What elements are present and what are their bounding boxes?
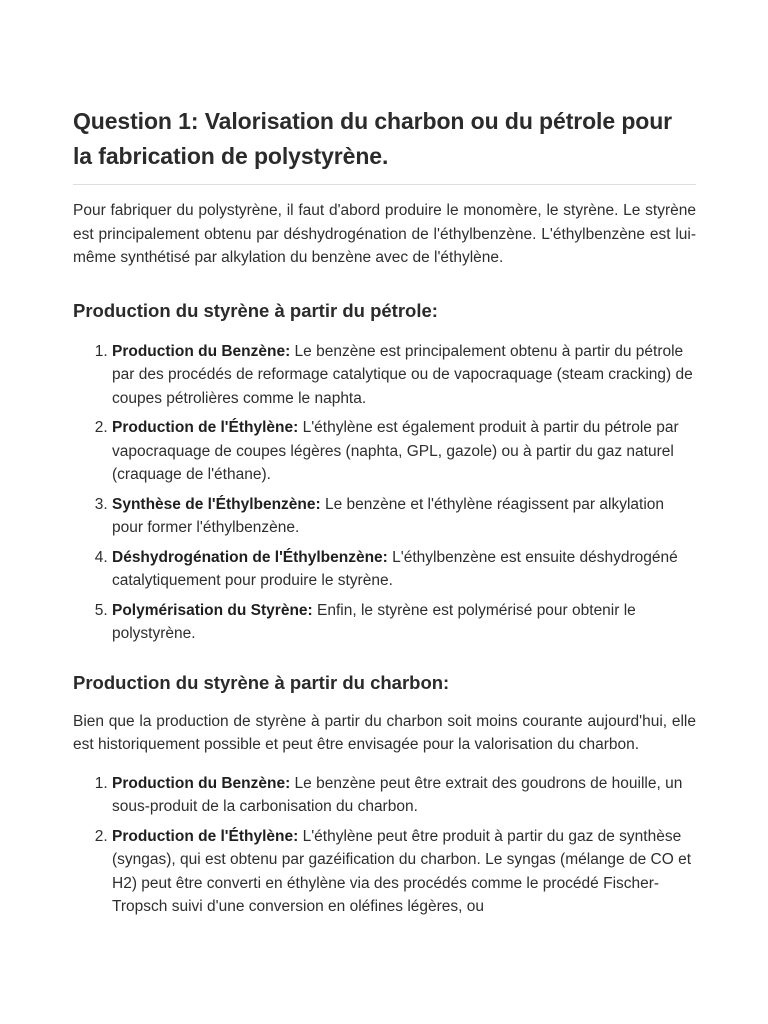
list-item (112, 416, 696, 487)
list-item-text: Le benzène peut être extrait des goudrons de houille, un sous-produit de la carbonisation du charbon. (112, 774, 683, 815)
list-item-text: Enfin, le styrène est polymérisé pour obtenir le polystyrène. (112, 601, 636, 642)
section-petrole (73, 298, 696, 646)
section-heading-charbon: Production du styrène à partir du charbon: (73, 671, 450, 693)
intro-paragraph: Pour fabriquer du polystyrène, il faut d'abord produire le monomère, le styrène. Le styrène est principalement obtenu par déshydrogénation de l'éthylbenzène. L'éthylbenzène est lui-même synthétisé par alkylation du benzène avec de l'éthylène. (73, 202, 696, 266)
list-item-text: L'éthylbenzène est ensuite déshydrogéné catalytiquement pour produire le styrène. (112, 548, 678, 589)
section-heading-petrole: Production du styrène à partir du pétrole: (73, 299, 438, 321)
title-divider (73, 184, 696, 185)
list-item-label: Synthèse de l'Éthylbenzène: (112, 495, 321, 513)
list-item-text: Le benzène est principalement obtenu à partir du pétrole par des procédés de reformage catalytique ou de vapocraquage (steam cracking) de coupes pétrolières comme le naphta. (112, 342, 693, 407)
list-item-label: Déshydrogénation de l'Éthylbenzène: (112, 548, 388, 566)
list-item (112, 493, 696, 540)
charbon-intro-paragraph: Bien que la production de styrène à partir du charbon soit moins courante aujourd'hui, elle est historiquement possible et peut être envisagée pour la valorisation du charbon. (73, 712, 696, 753)
list-item (112, 546, 696, 593)
list-item (112, 825, 696, 919)
list-item-label: Polymérisation du Styrène: (112, 601, 313, 619)
steps-list-charbon (73, 772, 696, 919)
steps-list-petrole (73, 340, 696, 646)
section-charbon (73, 670, 696, 919)
list-item-label: Production du Benzène: (112, 342, 291, 360)
list-item-text: L'éthylène peut être produit à partir du gaz de synthèse (syngas), qui est obtenu par gazéification du charbon. Le syngas (mélange de CO et H2) peut être converti en éthylène via des procédés comme le procédé Fischer-Tropsch suivi d'une conversion en oléfines légères, ou (112, 827, 692, 915)
list-item (112, 772, 696, 819)
list-item (112, 599, 696, 646)
page-title: Question 1: Valorisation du charbon ou du pétrole pour la fabrication de polystyrène. (73, 108, 673, 169)
list-item-label: Production de l'Éthylène: (112, 419, 299, 436)
list-item-label: Production de l'Éthylène: (112, 827, 299, 845)
list-item-text: L'éthylène est également produit à partir du pétrole par vapocraquage de coupes légères (naphta, GPL, gazole) ou à partir du gaz naturel (craquage de l'éthane). (112, 419, 679, 483)
list-item (112, 340, 696, 411)
list-item-label: Production du Benzène: (112, 774, 291, 792)
list-item-text: Le benzène et l'éthylène réagissent par alkylation pour former l'éthylbenzène. (112, 495, 665, 536)
